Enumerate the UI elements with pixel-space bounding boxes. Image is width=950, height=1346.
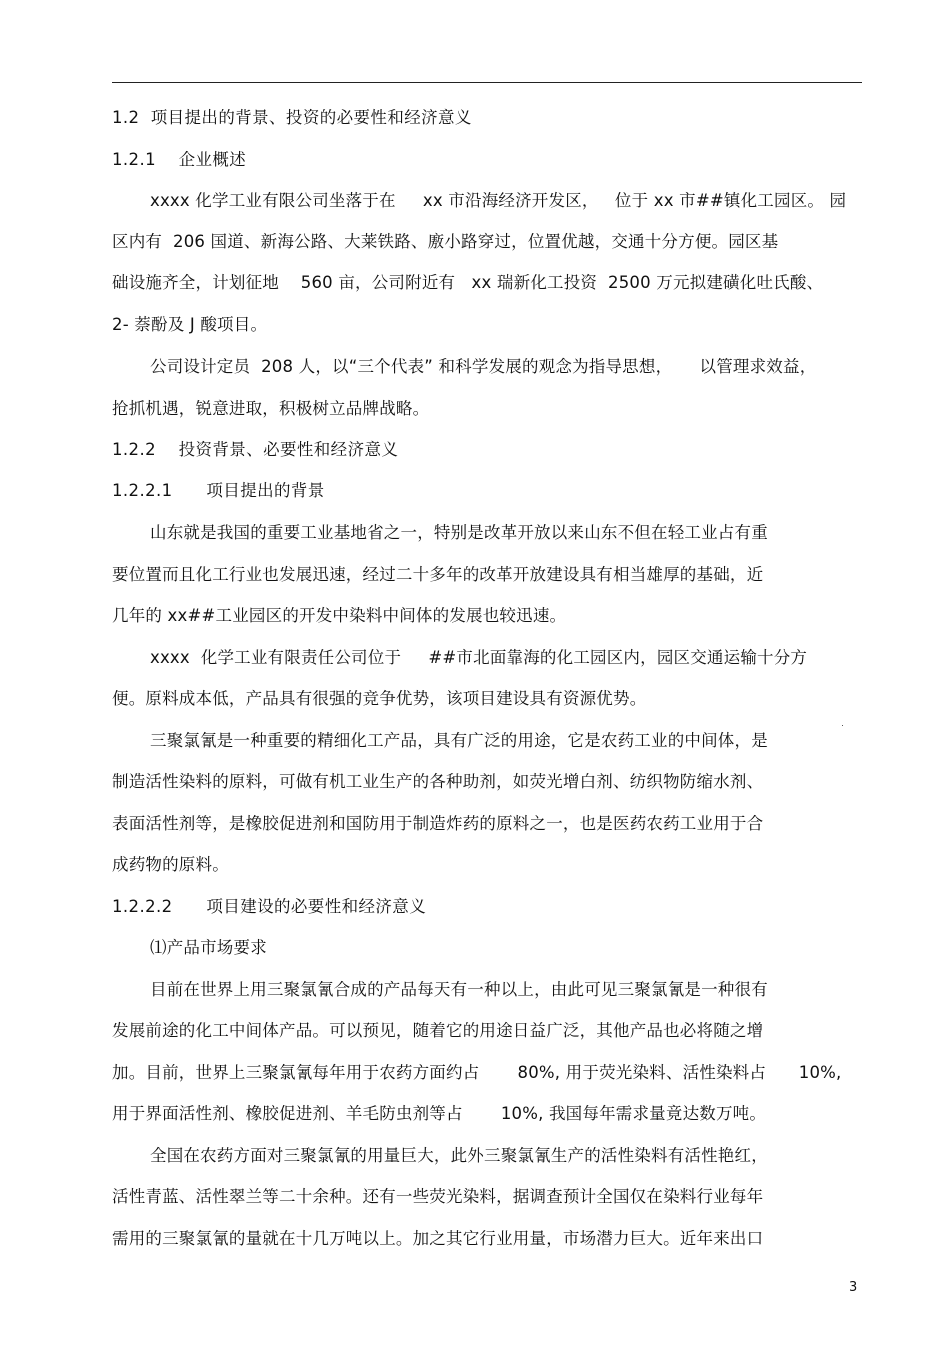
paragraph-line: 2- 萘酚及 J 酸项目。	[112, 315, 268, 334]
paragraph-line: 发展前途的化工中间体产品。可以预见，随着它的用途日益广泛，其他产品也必将随之增	[112, 1021, 764, 1040]
section-heading-1-2-2-2: 1.2.2.2 项目建设的必要性和经济意义	[112, 897, 427, 916]
section-heading-1-2-1: 1.2.1 企业概述	[112, 150, 247, 169]
paragraph-line: 需用的三聚氯氰的量就在十几万吨以上。加之其它行业用量，市场潜力巨大。近年来出口	[112, 1229, 764, 1248]
paragraph-line: xxxx 化学工业有限责任公司位于 ##市北面靠海的化工园区内，园区交通运输十分方	[150, 648, 808, 667]
section-heading-1-2-2: 1.2.2 投资背景、必要性和经济意义	[112, 440, 399, 459]
paragraph-line: 活性青蓝、活性翠兰等二十余种。还有一些荧光染料，据调查预计全国仅在染料行业每年	[112, 1187, 764, 1206]
paragraph-line: 用于界面活性剂、橡胶促进剂、羊毛防虫剂等占 10%, 我国每年需求量竟达数万吨。	[112, 1104, 767, 1123]
paragraph-line: 几年的 xx##工业园区的开发中染料中间体的发展也较迅速。	[112, 606, 567, 625]
paragraph-line: 表面活性剂等，是橡胶促进剂和国防用于制造炸药的原料之一，也是医药农药工业用于合	[112, 814, 764, 833]
paragraph-line: 制造活性染料的原料，可做有机工业生产的各种助剂，如荧光增白剂、纺织物防缩水剂、	[112, 772, 764, 791]
paragraph-line: 便。原料成本低，产品具有很强的竞争优势，该项目建设具有资源优势。	[112, 689, 647, 708]
subsection-heading: ⑴产品市场要求	[150, 938, 267, 957]
paragraph-line: 三聚氯氰是一种重要的精细化工产品，具有广泛的用途，它是农药工业的中间体，是	[150, 731, 768, 750]
paragraph-line: 目前在世界上用三聚氯氰合成的产品每天有一种以上，由此可见三聚氯氰是一种很有	[150, 980, 768, 999]
paragraph-line: xxxx 化学工业有限公司坐落于在 xx 市沿海经济开发区， 位于 xx 市##镇化工园区。 园	[150, 191, 847, 210]
header-rule	[112, 82, 862, 83]
paragraph-line: 全国在农药方面对三聚氯氰的用量巨大，此外三聚氯氰生产的活性染料有活性艳红，	[150, 1146, 768, 1165]
paragraph-line: 山东就是我国的重要工业基地省之一，特别是改革开放以来山东不但在轻工业占有重	[150, 523, 768, 542]
paragraph-line: 区内有 206 国道、新海公路、大莱铁路、廒小路穿过，位置优越，交通十分方便。园区基	[112, 232, 779, 251]
paragraph-line: 抢抓机遇，锐意进取，积极树立品牌战略。	[112, 399, 430, 418]
paragraph-line: 础设施齐全，计划征地 560 亩，公司附近有 xx 瑞新化工投资 2500 万元拟建磺化吐氏酸、	[112, 273, 824, 292]
paragraph-line: 公司设计定员 208 人，以“三个代表” 和科学发展的观念为指导思想， 以管理求效益，	[150, 357, 817, 376]
scan-speck	[842, 725, 843, 726]
paragraph-line: 成药物的原料。	[112, 855, 229, 874]
paragraph-line: 要位置而且化工行业也发展迅速，经过二十多年的改革开放建设具有相当雄厚的基础，近	[112, 565, 764, 584]
page-number: 3	[849, 1280, 858, 1295]
paragraph-line: 加。目前，世界上三聚氯氰每年用于农药方面约占 80%, 用于荧光染料、活性染料占 10%,	[112, 1063, 842, 1082]
section-heading-1-2: 1.2 项目提出的背景、投资的必要性和经济意义	[112, 108, 472, 127]
section-heading-1-2-2-1: 1.2.2.1 项目提出的背景	[112, 481, 325, 500]
